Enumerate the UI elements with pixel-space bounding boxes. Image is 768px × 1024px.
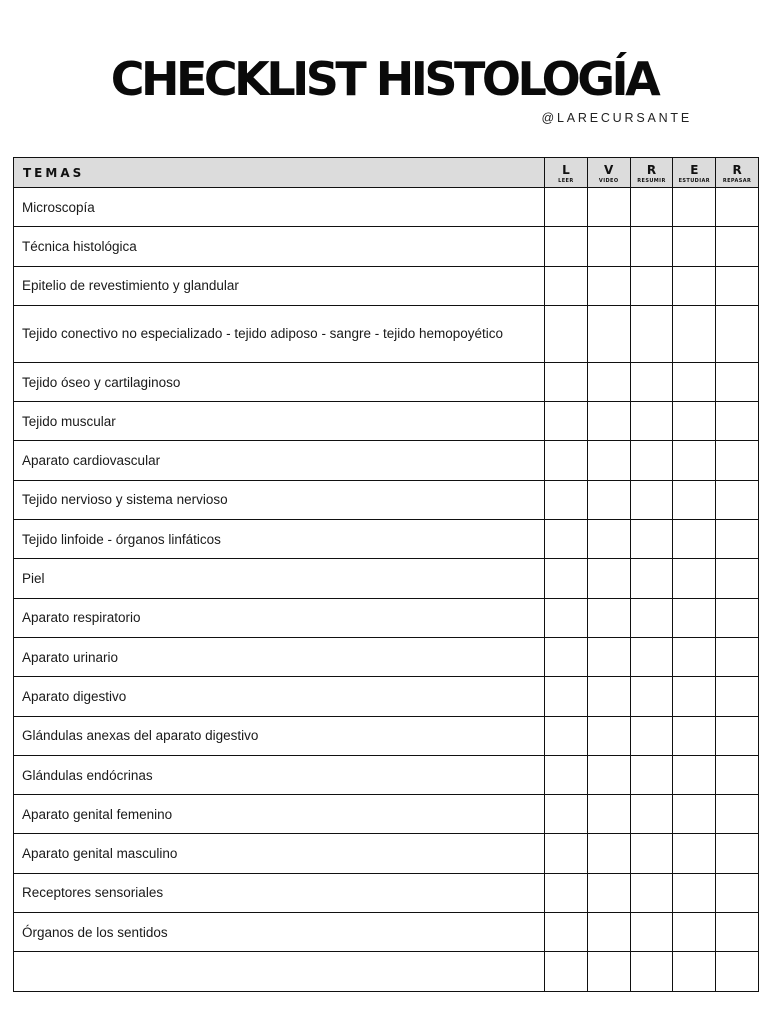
table-row (14, 598, 759, 637)
checkbox-video[interactable] (587, 598, 630, 637)
checkbox-repasar[interactable] (716, 677, 759, 716)
checkbox-repasar[interactable] (716, 637, 759, 676)
topic-cell: Glándulas endócrinas (14, 755, 545, 794)
checkbox-estudiar[interactable] (673, 480, 716, 519)
checkbox-leer[interactable] (545, 441, 588, 480)
checkbox-resumir[interactable] (630, 520, 673, 559)
table-row (14, 795, 759, 834)
checkbox-leer[interactable] (545, 637, 588, 676)
checkbox-repasar[interactable] (716, 480, 759, 519)
checkbox-resumir[interactable] (630, 598, 673, 637)
checkbox-resumir[interactable] (630, 677, 673, 716)
column-header-video (587, 158, 630, 188)
checkbox-estudiar[interactable] (673, 188, 716, 227)
checkbox-resumir[interactable] (630, 227, 673, 266)
checkbox-resumir[interactable] (630, 266, 673, 305)
checkbox-repasar[interactable] (716, 305, 759, 362)
checkbox-estudiar[interactable] (673, 637, 716, 676)
checkbox-estudiar[interactable] (673, 227, 716, 266)
topics-column-header: TEMAS (14, 158, 545, 188)
checkbox-video[interactable] (587, 480, 630, 519)
table-header (14, 158, 759, 188)
checkbox-video[interactable] (587, 795, 630, 834)
checkbox-video[interactable] (587, 913, 630, 952)
checkbox-estudiar[interactable] (673, 441, 716, 480)
topic-cell: Aparato genital masculino (14, 834, 545, 873)
table-row (14, 402, 759, 441)
checkbox-resumir[interactable] (630, 795, 673, 834)
checkbox-estudiar[interactable] (673, 755, 716, 794)
checkbox-repasar[interactable] (716, 913, 759, 952)
checkbox-resumir[interactable] (630, 716, 673, 755)
header-row (14, 158, 759, 188)
checkbox-estudiar[interactable] (673, 952, 716, 991)
checkbox-resumir[interactable] (630, 362, 673, 401)
checkbox-leer[interactable] (545, 266, 588, 305)
checkbox-leer[interactable] (545, 480, 588, 519)
checkbox-video[interactable] (587, 305, 630, 362)
checkbox-video[interactable] (587, 559, 630, 598)
checkbox-leer[interactable] (545, 873, 588, 912)
checkbox-resumir[interactable] (630, 305, 673, 362)
checkbox-video[interactable] (587, 227, 630, 266)
table-row (14, 913, 759, 952)
checkbox-leer[interactable] (545, 559, 588, 598)
checkbox-estudiar[interactable] (673, 873, 716, 912)
checkbox-resumir[interactable] (630, 480, 673, 519)
checkbox-video[interactable] (587, 441, 630, 480)
topic-cell: Epitelio de revestimiento y glandular (14, 266, 545, 305)
checkbox-leer[interactable] (545, 952, 588, 991)
checkbox-estudiar[interactable] (673, 716, 716, 755)
checkbox-leer[interactable] (545, 402, 588, 441)
checkbox-resumir[interactable] (630, 188, 673, 227)
column-header-repasar (716, 158, 759, 188)
table-row (14, 227, 759, 266)
page-title: CHECKLIST HISTOLOGÍA (110, 52, 658, 106)
column-word: RESUMIR (637, 177, 666, 184)
checkbox-estudiar[interactable] (673, 559, 716, 598)
checkbox-leer[interactable] (545, 677, 588, 716)
checkbox-estudiar[interactable] (673, 520, 716, 559)
checkbox-estudiar[interactable] (673, 913, 716, 952)
checkbox-repasar[interactable] (716, 441, 759, 480)
checkbox-video[interactable] (587, 520, 630, 559)
checkbox-video[interactable] (587, 834, 630, 873)
table-row (14, 188, 759, 227)
checkbox-repasar[interactable] (716, 559, 759, 598)
topic-cell: Tejido óseo y cartilaginoso (14, 362, 545, 401)
checkbox-leer[interactable] (545, 520, 588, 559)
column-header-estudiar (673, 158, 716, 188)
checkbox-leer[interactable] (545, 755, 588, 794)
checkbox-resumir[interactable] (630, 913, 673, 952)
checkbox-resumir[interactable] (630, 755, 673, 794)
column-letter: V (604, 162, 614, 177)
checkbox-repasar[interactable] (716, 188, 759, 227)
table-row (14, 716, 759, 755)
column-word: LEER (558, 177, 574, 184)
topic-cell: Receptores sensoriales (14, 873, 545, 912)
table-row-empty (14, 952, 759, 991)
author-handle: @LARECURSANTE (541, 111, 692, 125)
column-word: REPASAR (722, 177, 752, 184)
checkbox-video[interactable] (587, 716, 630, 755)
checkbox-repasar[interactable] (716, 952, 759, 991)
topic-cell: Aparato digestivo (14, 677, 545, 716)
table-body (14, 188, 759, 992)
checkbox-video[interactable] (587, 188, 630, 227)
checkbox-resumir[interactable] (630, 873, 673, 912)
checkbox-resumir[interactable] (630, 834, 673, 873)
checkbox-repasar[interactable] (716, 266, 759, 305)
checklist-table (13, 157, 759, 992)
checkbox-leer[interactable] (545, 913, 588, 952)
checkbox-leer[interactable] (545, 716, 588, 755)
checkbox-resumir[interactable] (630, 441, 673, 480)
checkbox-repasar[interactable] (716, 755, 759, 794)
checkbox-resumir[interactable] (630, 637, 673, 676)
table-row (14, 755, 759, 794)
topic-cell: Tejido conectivo no especializado - tejido adiposo - sangre - tejido hemopoyético (14, 305, 545, 362)
checkbox-resumir[interactable] (630, 559, 673, 598)
checkbox-leer[interactable] (545, 834, 588, 873)
checkbox-repasar[interactable] (716, 227, 759, 266)
table-row (14, 520, 759, 559)
checkbox-leer[interactable] (545, 795, 588, 834)
checkbox-repasar[interactable] (716, 716, 759, 755)
checkbox-estudiar[interactable] (673, 677, 716, 716)
topic-cell: Glándulas anexas del aparato digestivo (14, 716, 545, 755)
checkbox-leer[interactable] (545, 227, 588, 266)
column-letter: E (690, 162, 699, 177)
checkbox-video[interactable] (587, 952, 630, 991)
table-row (14, 834, 759, 873)
checkbox-video[interactable] (587, 873, 630, 912)
table-row (14, 677, 759, 716)
topic-cell: Técnica histológica (14, 227, 545, 266)
checkbox-video[interactable] (587, 266, 630, 305)
topic-cell: Aparato cardiovascular (14, 441, 545, 480)
topic-cell: Tejido linfoide - órganos linfáticos (14, 520, 545, 559)
column-header-leer (545, 158, 588, 188)
checkbox-repasar[interactable] (716, 520, 759, 559)
checkbox-leer[interactable] (545, 598, 588, 637)
checkbox-leer[interactable] (545, 305, 588, 362)
column-letter: L (562, 162, 570, 177)
checkbox-resumir[interactable] (630, 952, 673, 991)
column-letter: R (732, 162, 742, 177)
checkbox-leer[interactable] (545, 188, 588, 227)
checkbox-video[interactable] (587, 362, 630, 401)
checkbox-estudiar[interactable] (673, 266, 716, 305)
topic-cell: Tejido nervioso y sistema nervioso (14, 480, 545, 519)
topic-cell-empty[interactable] (14, 952, 545, 991)
checkbox-repasar[interactable] (716, 834, 759, 873)
checkbox-video[interactable] (587, 755, 630, 794)
column-word: ESTUDIAR (678, 177, 710, 184)
checkbox-repasar[interactable] (716, 598, 759, 637)
topic-cell: Tejido muscular (14, 402, 545, 441)
checkbox-repasar[interactable] (716, 873, 759, 912)
table-row (14, 266, 759, 305)
checkbox-repasar[interactable] (716, 362, 759, 401)
topic-cell: Aparato urinario (14, 637, 545, 676)
table-row (14, 559, 759, 598)
checkbox-video[interactable] (587, 402, 630, 441)
table-row (14, 637, 759, 676)
checkbox-estudiar[interactable] (673, 834, 716, 873)
checkbox-estudiar[interactable] (673, 402, 716, 441)
topic-cell: Órganos de los sentidos (14, 913, 545, 952)
topic-cell: Microscopía (14, 188, 545, 227)
column-word: VIDEO (598, 177, 619, 184)
column-header-resumir (630, 158, 673, 188)
table-row (14, 305, 759, 362)
topic-cell: Piel (14, 559, 545, 598)
checkbox-video[interactable] (587, 677, 630, 716)
checkbox-resumir[interactable] (630, 402, 673, 441)
checkbox-repasar[interactable] (716, 402, 759, 441)
column-letter: R (646, 162, 657, 177)
checkbox-leer[interactable] (545, 362, 588, 401)
topic-cell: Aparato respiratorio (14, 598, 545, 637)
checkbox-video[interactable] (587, 637, 630, 676)
checkbox-repasar[interactable] (716, 795, 759, 834)
table-row (14, 480, 759, 519)
checkbox-estudiar[interactable] (673, 795, 716, 834)
topic-cell: Aparato genital femenino (14, 795, 545, 834)
checkbox-estudiar[interactable] (673, 305, 716, 362)
table-row (14, 362, 759, 401)
table-row (14, 441, 759, 480)
checkbox-estudiar[interactable] (673, 598, 716, 637)
table-row (14, 873, 759, 912)
checkbox-estudiar[interactable] (673, 362, 716, 401)
